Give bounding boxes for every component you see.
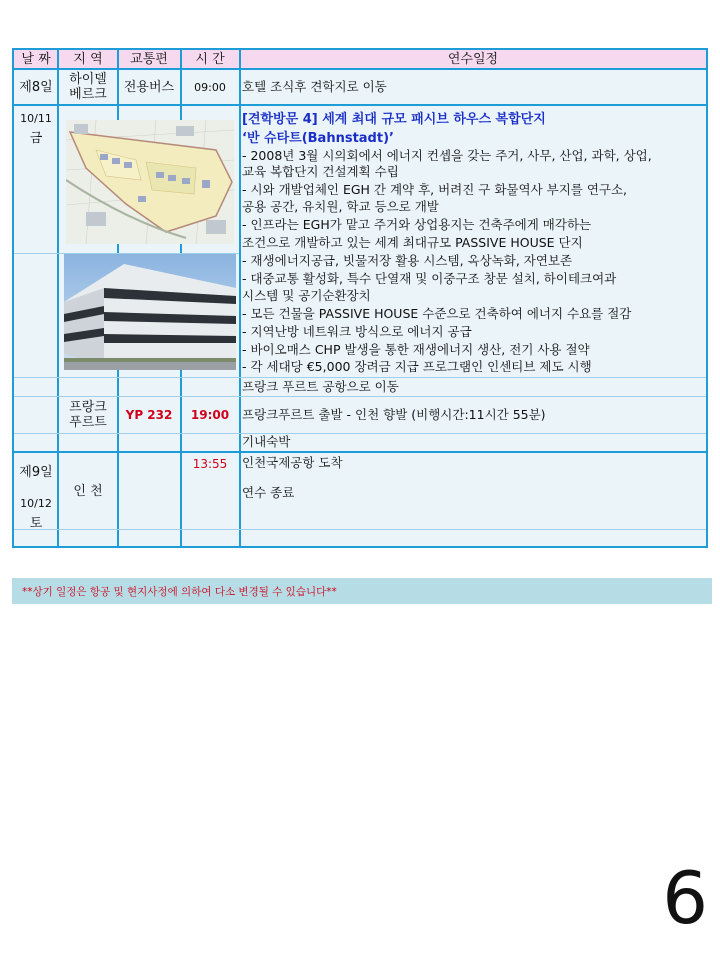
detail-line: - 지역난방 네트워크 방식으로 에너지 공급 — [242, 324, 472, 339]
header-transport: 교통편 — [130, 51, 168, 67]
header-region: 지 역 — [73, 51, 103, 67]
page-number: 6 — [662, 856, 708, 940]
move-airport: 프랑크 푸르트 공항으로 이동 — [242, 379, 399, 394]
detail-line: - 재생에너지공급, 빗물저장 활용 시스템, 옥상녹화, 자연보존 — [242, 253, 573, 268]
notice-text: **상기 일정은 항공 및 현지사정에 의하여 다소 변경될 수 있습니다** — [22, 585, 337, 598]
row-divider — [14, 529, 706, 530]
visit-subtitle: ‘반 슈타트(Bahnstadt)’ — [242, 131, 394, 146]
detail-line: - 각 세대당 €5,000 장려금 지급 프로그램인 인센티브 제도 시행 — [242, 359, 592, 374]
detail-line: - 2008년 3월 시의회에서 에너지 컨셉을 갖는 주거, 사무, 산업, 과학, 상업, — [242, 148, 652, 163]
frankfurt-region: 프랑크 푸르트 — [69, 400, 107, 430]
bahnstadt-site-map — [66, 120, 234, 244]
row-divider — [14, 433, 706, 434]
detail-line: 공용 공간, 유치원, 학교 등으로 개발 — [242, 199, 439, 214]
day9-time: 13:55 — [192, 457, 228, 471]
detail-line: 시스템 및 공기순환장치 — [242, 288, 371, 303]
day8-region: 하이델 베르크 — [69, 72, 107, 102]
day8-schedule: 호텔 조식후 견학지로 이동 — [242, 79, 387, 94]
day9-label: 제9일 — [19, 465, 53, 480]
schedule-notice — [12, 578, 712, 604]
day8-time: 09:00 — [194, 80, 226, 94]
row-divider — [12, 104, 708, 106]
detail-line: - 바이오매스 CHP 발생을 통한 재생에너지 생산, 전기 사용 절약 — [242, 342, 590, 357]
departure-info: 프랑크푸르트 출발 - 인천 향발 (비행시간:11시간 55분) — [242, 407, 546, 422]
day9-weekday: 토 — [29, 516, 43, 531]
day8-label: 제8일 — [19, 79, 53, 95]
visit-title: [견학방문 4] 세계 최대 규모 패시브 하우스 복합단지 — [242, 112, 546, 127]
program-end: 연수 종료 — [242, 485, 295, 500]
flight-number: YP 232 — [125, 407, 173, 422]
detail-line: 조건으로 개발하고 있는 세계 최대규모 PASSIVE HOUSE 단지 — [242, 235, 583, 250]
day9-region: 인 천 — [73, 483, 103, 499]
day8-weekday: 금 — [29, 131, 43, 146]
detail-line: - 모든 건물을 PASSIVE HOUSE 수준으로 건축하여 에너지 수요를 절감 — [242, 306, 632, 321]
detail-line: - 대중교통 활성화, 특수 단열재 및 이중구조 창문 설치, 하이테크여과 — [242, 271, 617, 286]
detail-line: 교육 복합단지 건설계획 수립 — [242, 164, 399, 179]
column-divider — [239, 48, 241, 548]
day8-transport: 전용버스 — [123, 79, 175, 95]
passive-house-building-photo — [64, 254, 236, 370]
day8-date: 10/11 — [20, 112, 52, 125]
header-time: 시 간 — [195, 51, 225, 67]
header-date: 날 짜 — [21, 51, 51, 67]
detail-line: - 인프라는 EGH가 맡고 주거와 상업용지는 건축주에게 매각하는 — [242, 217, 592, 232]
day9-date: 10/12 — [20, 497, 52, 510]
flight-time: 19:00 — [190, 407, 230, 422]
arrival: 인천국제공항 도착 — [242, 455, 343, 470]
overnight: 기내숙박 — [242, 434, 291, 449]
detail-line: - 시와 개발업체인 EGH 간 계약 후, 버려진 구 화물역사 부지를 연구소, — [242, 182, 628, 197]
row-divider — [14, 377, 706, 378]
header-schedule: 연수일정 — [447, 51, 499, 67]
